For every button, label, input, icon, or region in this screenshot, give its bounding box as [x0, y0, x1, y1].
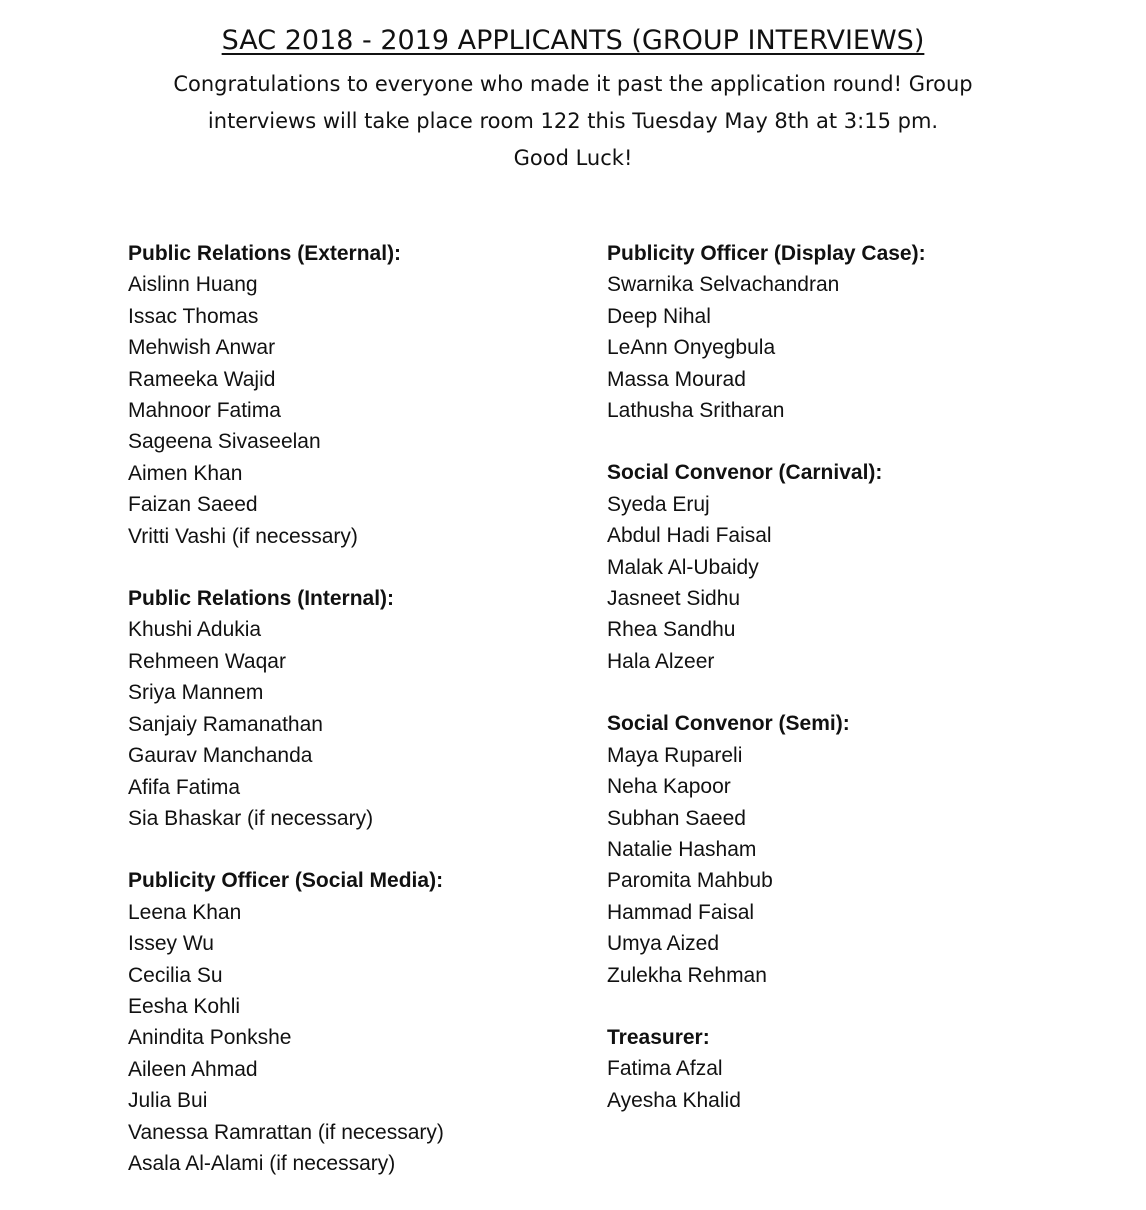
applicant-list	[128, 269, 568, 552]
applicant-name: Neha Kapoor	[607, 775, 731, 799]
applicant-name: Subhan Saeed	[607, 806, 746, 830]
applicant-name: Rehmeen Waqar	[128, 649, 286, 673]
intro-line-3: Good Luck!	[513, 146, 633, 170]
applicant-name: Malak Al-Ubaidy	[607, 555, 759, 579]
applicant-name: Lathusha Sritharan	[607, 399, 785, 423]
section-publicity-officer-display-case	[607, 238, 1047, 426]
applicant-name: Syeda Eruj	[607, 492, 710, 516]
applicant-name: Issey Wu	[128, 932, 214, 956]
applicant-name: Abdul Hadi Faisal	[607, 524, 772, 548]
applicant-name: Rhea Sandhu	[607, 618, 736, 642]
section-heading: Public Relations (Internal):	[128, 587, 395, 611]
applicant-list	[128, 897, 568, 1180]
applicant-name: LeAnn Onyegbula	[607, 336, 776, 360]
applicant-name: Mehwish Anwar	[128, 336, 276, 360]
section-treasurer	[607, 1022, 1047, 1116]
applicant-name: Issac Thomas	[128, 304, 259, 328]
applicant-name: Sriya Mannem	[128, 681, 264, 705]
applicant-name: Asala Al-Alami (if necessary)	[128, 1151, 396, 1175]
applicant-name: Ayesha Khalid	[607, 1088, 741, 1112]
applicant-name: Fatima Afzal	[607, 1057, 723, 1081]
document-header	[0, 20, 1146, 177]
applicant-list	[607, 1053, 1047, 1116]
applicant-name: Hala Alzeer	[607, 649, 715, 673]
applicant-name: Deep Nihal	[607, 304, 711, 328]
section-heading: Publicity Officer (Social Media):	[128, 869, 444, 893]
applicant-name: Aileen Ahmad	[128, 1057, 258, 1081]
section-publicity-officer-social-media	[128, 865, 568, 1179]
left-column	[128, 238, 568, 1210]
applicant-name: Faizan Saeed	[128, 493, 258, 517]
applicant-name: Swarnika Selvachandran	[607, 273, 840, 297]
applicant-name: Julia Bui	[128, 1089, 208, 1113]
applicant-name: Sageena Sivaseelan	[128, 430, 321, 454]
applicant-name: Natalie Hasham	[607, 837, 757, 861]
intro-line-2: interviews will take place room 122 this Tuesday May 8th at 3:15 pm.	[207, 109, 939, 133]
section-heading: Treasurer:	[607, 1025, 710, 1049]
applicant-name: Paromita Mahbub	[607, 869, 773, 893]
applicant-name: Aimen Khan	[128, 461, 243, 485]
applicant-name: Mahnoor Fatima	[128, 399, 281, 423]
applicant-name: Leena Khan	[128, 900, 242, 924]
applicant-name: Aislinn Huang	[128, 273, 258, 297]
section-public-relations-external	[128, 238, 568, 552]
section-social-convenor-semi	[607, 708, 1047, 991]
applicant-list	[128, 614, 568, 834]
applicant-name: Rameeka Wajid	[128, 367, 276, 391]
applicant-name: Jasneet Sidhu	[607, 587, 741, 611]
applicant-name: Vritti Vashi (if necessary)	[128, 524, 358, 548]
applicant-name: Massa Mourad	[607, 367, 746, 391]
applicant-name: Sanjaiy Ramanathan	[128, 712, 323, 736]
applicant-name: Khushi Adukia	[128, 618, 262, 642]
applicant-name: Cecilia Su	[128, 963, 223, 987]
applicant-list	[607, 269, 1047, 426]
applicant-name: Eesha Kohli	[128, 994, 241, 1018]
document-title: SAC 2018 - 2019 APPLICANTS (GROUP INTERVIEWS)	[221, 25, 925, 56]
applicant-name: Vanessa Ramrattan (if necessary)	[128, 1120, 444, 1144]
right-column	[607, 238, 1047, 1147]
intro-paragraph	[0, 66, 1146, 177]
section-heading: Public Relations (External):	[128, 242, 402, 265]
applicant-name: Umya Aized	[607, 932, 720, 956]
applicant-name: Afifa Fatima	[128, 775, 241, 799]
applicant-name: Hammad Faisal	[607, 900, 755, 924]
section-heading: Publicity Officer (Display Case):	[607, 242, 926, 265]
applicant-name: Zulekha Rehman	[607, 963, 767, 987]
applicant-name: Anindita Ponkshe	[128, 1026, 292, 1050]
applicant-name: Gaurav Manchanda	[128, 744, 313, 768]
section-social-convenor-carnival	[607, 457, 1047, 677]
applicant-list	[607, 740, 1047, 991]
applicant-name: Sia Bhaskar (if necessary)	[128, 806, 374, 830]
applicant-list	[607, 489, 1047, 677]
intro-line-1: Congratulations to everyone who made it past the application round! Group	[173, 72, 973, 96]
applicant-name: Maya Rupareli	[607, 743, 743, 767]
section-heading: Social Convenor (Carnival):	[607, 461, 883, 485]
section-public-relations-internal	[128, 583, 568, 834]
section-heading: Social Convenor (Semi):	[607, 712, 850, 736]
